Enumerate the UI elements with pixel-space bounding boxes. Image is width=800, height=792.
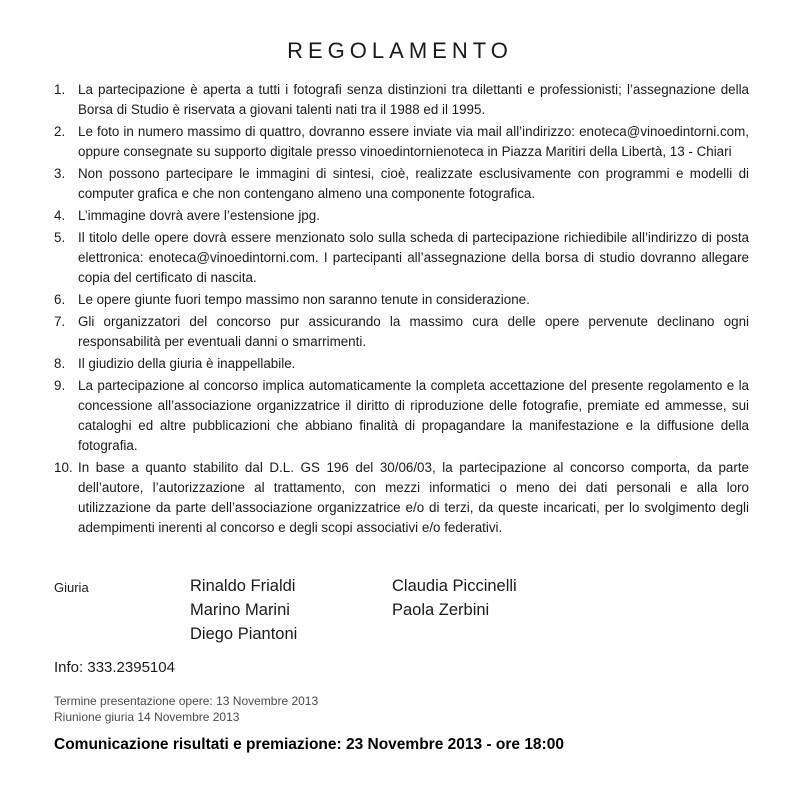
- rule-number: 10.: [54, 460, 73, 475]
- info-phone: Info: 333.2395104: [54, 659, 175, 676]
- announcement: Comunicazione risultati e premiazione: 23 Novembre 2013 - ore 18:00: [54, 736, 564, 753]
- deadline-submission: Termine presentazione opere: 13 Novembre 2013: [54, 694, 319, 708]
- rules-list: [54, 80, 749, 540]
- jury-member: Paola Zerbini: [392, 601, 490, 619]
- jury-member: Diego Piantoni: [190, 625, 298, 643]
- rule-item: [54, 312, 749, 352]
- rule-number: 3.: [54, 166, 66, 181]
- rule-number: 4.: [54, 208, 66, 223]
- rule-item: [54, 80, 749, 120]
- deadline-jury-meeting: Riunione giuria 14 Novembre 2013: [54, 710, 240, 724]
- rule-item: [54, 228, 749, 288]
- jury-member: Claudia Piccinelli: [392, 577, 517, 595]
- rule-number: 7.: [54, 314, 66, 329]
- rule-number: 8.: [54, 356, 66, 371]
- rule-text: La partecipazione è aperta a tutti i fotografi senza distinzioni tra dilettanti e professionisti; l’assegnazione della Borsa di Studio è riservata a giovani talenti nati tra il 1988 ed il 1995.: [78, 82, 749, 117]
- deadlines: [54, 693, 318, 725]
- rule-number: 1.: [54, 82, 66, 97]
- jury-column-2: [392, 574, 517, 622]
- jury-label: Giuria: [54, 580, 89, 595]
- rule-item: [54, 164, 749, 204]
- rule-number: 2.: [54, 124, 66, 139]
- rule-text: Non possono partecipare le immagini di sintesi, cioè, realizzate esclusivamente con programmi e modelli di computer grafica e che non contengano almeno una componente fotografica.: [78, 166, 749, 201]
- rule-item: [54, 122, 749, 162]
- rule-text: Le opere giunte fuori tempo massimo non saranno tenute in considerazione.: [78, 292, 530, 307]
- rule-number: 6.: [54, 292, 66, 307]
- jury-column-1: [190, 574, 297, 646]
- jury-member: Rinaldo Frialdi: [190, 577, 296, 595]
- rule-number: 5.: [54, 230, 66, 245]
- rule-text: Il giudizio della giuria è inappellabile.: [78, 356, 296, 371]
- rule-item: [54, 354, 749, 374]
- page-title: REGOLAMENTO: [287, 38, 513, 63]
- rule-item: [54, 458, 749, 538]
- rule-text: La partecipazione al concorso implica automaticamente la completa accettazione del presente regolamento e la concessione all’associazione organizzatrice il diritto di riproduzione delle fotografie, premiate ed ammesse, sui cataloghi ed altre pubblicazioni che abbiano finalità di propagandare la manifestazione e la diffusione della fotografia.: [78, 378, 749, 453]
- rule-item: [54, 206, 749, 226]
- rule-text: Gli organizzatori del concorso pur assicurando la massimo cura delle opere pervenute declinano ogni responsabilità per eventuali danni o smarrimenti.: [78, 314, 749, 349]
- rule-text: In base a quanto stabilito dal D.L. GS 196 del 30/06/03, la partecipazione al concorso comporta, da parte dell’autore, l’autorizzazione al trattamento, con mezzi informatici o meno dei dati personali e alla loro utilizzazione da parte dell’associazione organizzatrice e/o di terzi, da queste incaricati, per lo svolgimento degli adempimenti inerenti al concorso e degli scopi associativi e/o federativi.: [78, 460, 749, 535]
- rule-item: [54, 376, 749, 456]
- rule-text: Il titolo delle opere dovrà essere menzionato solo sulla scheda di partecipazione richiedibile all’indirizzo di posta elettronica: enoteca@vinoedintorni.com. I partecipanti all’assegnazione della borsa di studio dovranno allegare copia del certificato di nascita.: [78, 230, 749, 285]
- rule-number: 9.: [54, 378, 66, 393]
- rule-text: L’immagine dovrà avere l’estensione jpg.: [78, 208, 320, 223]
- jury-member: Marino Marini: [190, 601, 290, 619]
- rule-item: [54, 290, 749, 310]
- rule-text: Le foto in numero massimo di quattro, dovranno essere inviate via mail all’indirizzo: enoteca@vinoedintorni.com, oppure consegnate su supporto digitale presso vinoedintornienoteca in Piazza Maritiri della Libertà, 13 - Chiari: [78, 124, 749, 159]
